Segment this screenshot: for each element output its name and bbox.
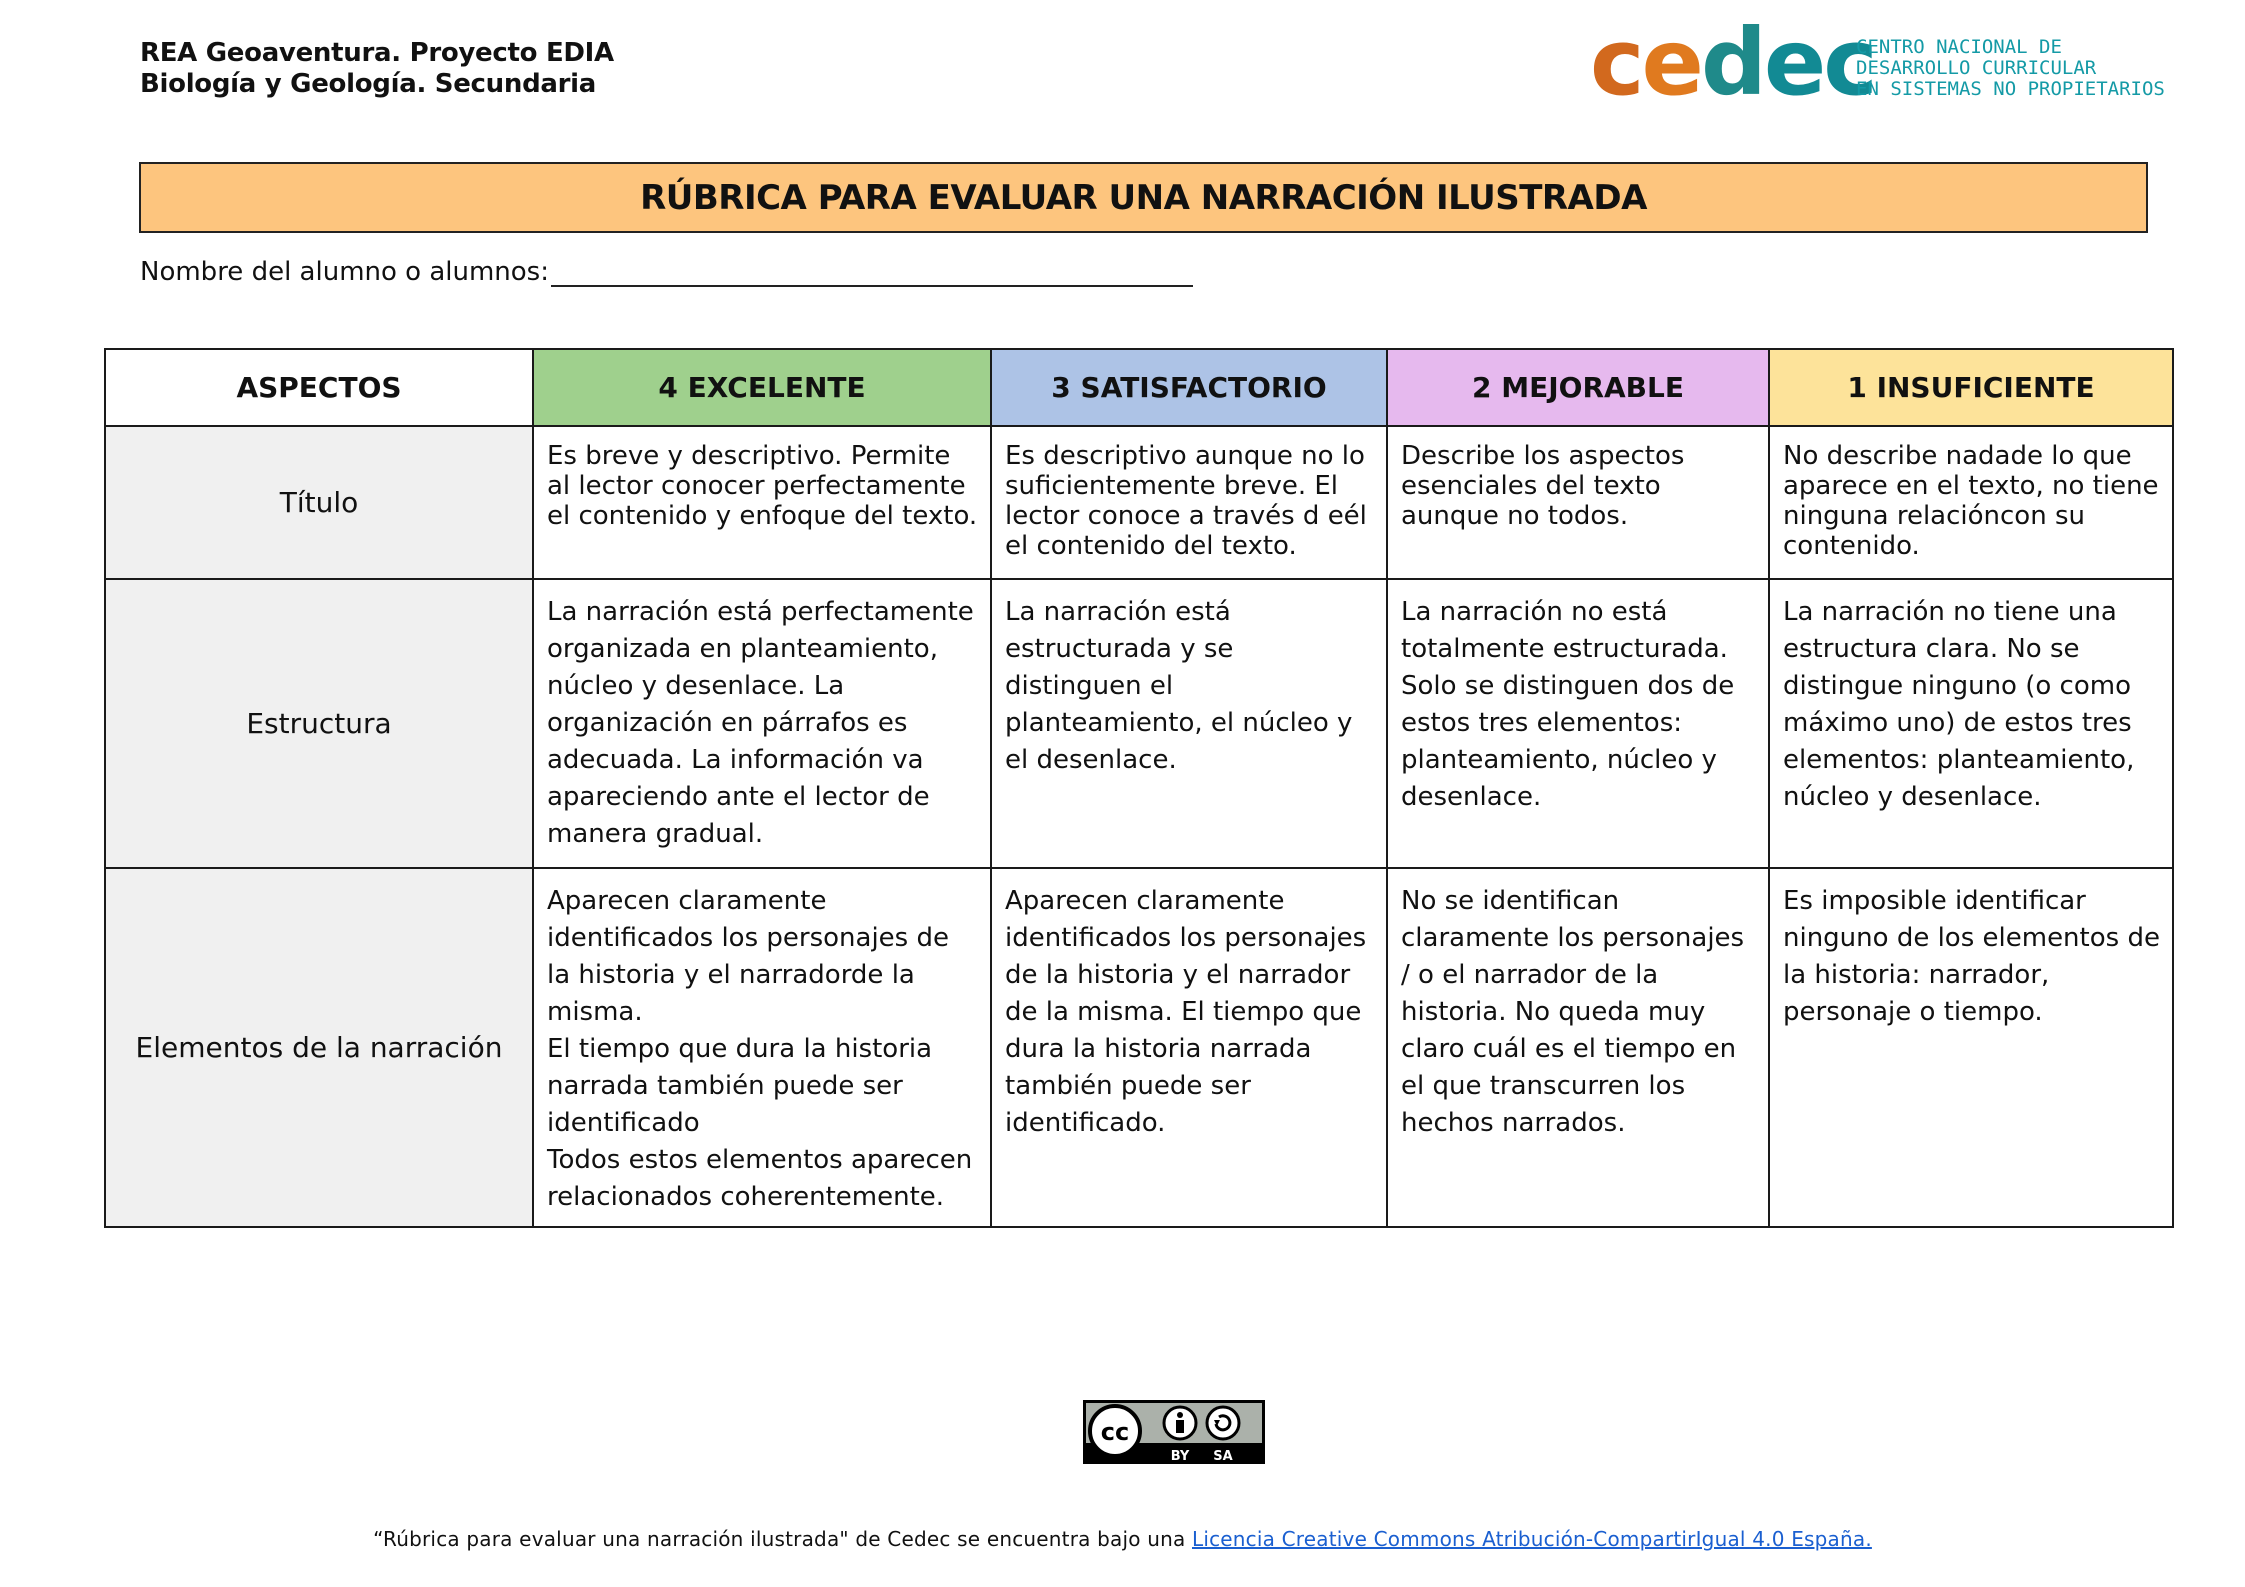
rubric-table xyxy=(104,348,2174,1228)
criterion-cell: No se identifican claramente los personajes / o el narrador de la historia. No queda muy claro cuál es el tiempo en el que transcurren los hechos narrados. xyxy=(1387,868,1769,1227)
criterion-cell: Aparecen claramente identificados los personajes de la historia y el narrador de la misma. El tiempo que dura la historia narrada también puede ser identificado. xyxy=(991,868,1387,1227)
cc-sa-label: SA xyxy=(1213,1449,1233,1464)
cedec-logo-subtitle: CENTRO NACIONAL DE DESARROLLO CURRICULAR EN SISTEMAS NO PROPIETARIOS xyxy=(1856,36,2165,100)
footer-text: “Rúbrica para evaluar una narración ilustrada" de Cedec se encuentra bajo una xyxy=(373,1527,1192,1551)
cedec-logo-word: cedec xyxy=(1590,9,1875,116)
header-project: REA Geoaventura. Proyecto EDIA xyxy=(140,38,614,68)
student-name-blank[interactable] xyxy=(551,259,1193,287)
cc-by-sa-badge-icon[interactable] xyxy=(1083,1400,1265,1464)
criterion-cell: Aparecen claramente identificados los personajes de la historia y el narradorde la misma. El tiempo que dura la historia narrada también puede ser identificado Todos estos elementos aparecen relacionados coherentemente. xyxy=(533,868,991,1227)
rubric-header-row xyxy=(105,349,2173,426)
criterion-cell: La narración está perfectamente organizada en planteamiento, núcleo y desenlace. La organización en párrafos es adecuada. La información va apareciendo ante el lector de manera gradual. xyxy=(533,579,991,868)
table-row xyxy=(105,868,2173,1227)
header-mejorable: 2 MEJORABLE xyxy=(1387,349,1769,426)
table-row xyxy=(105,579,2173,868)
student-name-field xyxy=(140,257,1193,287)
cc-by-label: BY xyxy=(1170,1449,1190,1464)
criterion-cell: Es breve y descriptivo. Permite al lector conocer perfectamente el contenido y enfoque del texto. xyxy=(533,426,991,579)
table-row xyxy=(105,426,2173,579)
document-header xyxy=(140,38,614,100)
header-satisfactorio: 3 SATISFACTORIO xyxy=(991,349,1387,426)
page-title: RÚBRICA PARA EVALUAR UNA NARRACIÓN ILUSTRADA xyxy=(139,162,2148,233)
header-subject: Biología y Geología. Secundaria xyxy=(140,69,597,99)
header-aspectos: ASPECTOS xyxy=(105,349,533,426)
student-name-label: Nombre del alumno o alumnos: xyxy=(140,257,549,287)
header-insuficiente: 1 INSUFICIENTE xyxy=(1769,349,2173,426)
criterion-cell: La narración no está totalmente estructurada. Solo se distinguen dos de estos tres elementos: planteamiento, núcleo y desenlace. xyxy=(1387,579,1769,868)
criterion-cell: La narración no tiene una estructura clara. No se distingue ninguno (o como máximo uno) de estos tres elementos: planteamiento, núcleo y desenlace. xyxy=(1769,579,2173,868)
criterion-cell: Describe los aspectos esenciales del texto aunque no todos. xyxy=(1387,426,1769,579)
criterion-cell: Es imposible identificar ninguno de los elementos de la historia: narrador, personaje o tiempo. xyxy=(1769,868,2173,1227)
license-link[interactable]: Licencia Creative Commons Atribución-CompartirIgual 4.0 España. xyxy=(1192,1527,1872,1551)
criterion-cell: No describe nadade lo que aparece en el texto, no tiene ninguna relacióncon su contenido. xyxy=(1769,426,2173,579)
aspect-titulo: Título xyxy=(105,426,533,579)
criterion-cell: La narración está estructurada y se distinguen el planteamiento, el núcleo y el desenlace. xyxy=(991,579,1387,868)
aspect-elementos: Elementos de la narración xyxy=(105,868,533,1227)
criterion-cell: Es descriptivo aunque no lo suficientemente breve. El lector conoce a través d eél el contenido del texto. xyxy=(991,426,1387,579)
cc-label: cc xyxy=(1100,1418,1130,1446)
header-excelente: 4 EXCELENTE xyxy=(533,349,991,426)
license-footer xyxy=(0,1527,2245,1551)
aspect-estructura: Estructura xyxy=(105,579,533,868)
